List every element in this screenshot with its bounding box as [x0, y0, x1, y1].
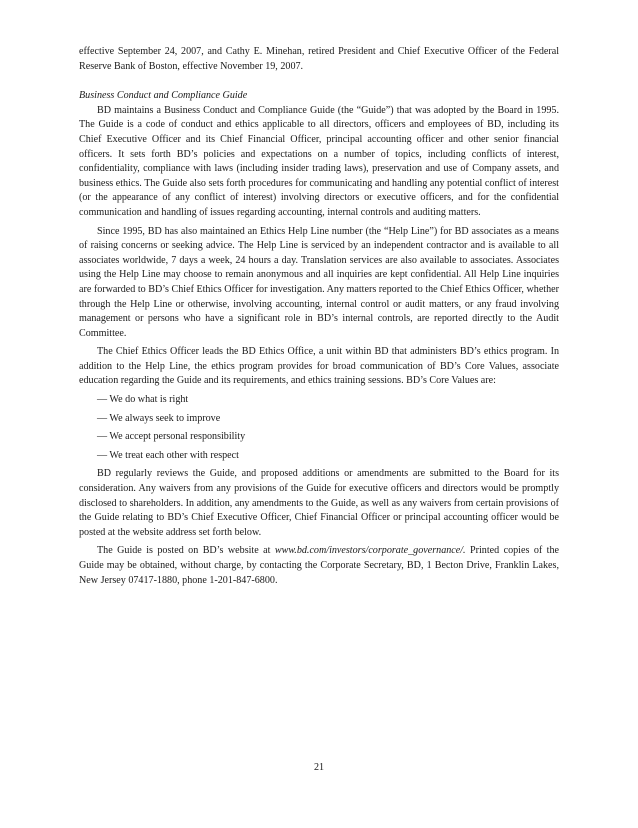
page-number: 21	[313, 762, 325, 773]
help-line-paragraph: Since 1995, BD has also maintained an Ethics Help Line number (the “Help Line”) for BD associates as a means of raising concerns or seeking advice. The Help Line is serviced by an independent contractor and is available to all associates worldwide, 7 days a week, 24 hours a day. Translation services are also available to associates. Associates using the Help Line may choose to remain anonymous and all inquiries are kept confidential. All Help Line inquiries are forwarded to BD’s Chief Ethics Officer for investigation. Any matters reported to the Chief Ethics Officer, whether through the Help Line or otherwise, involving accounting, internal control or audit matters, or any fraud involving management or persons who have a significant role in BD’s internal controls, are reported directly to the Audit Committee.	[79, 225, 559, 339]
posting-text-before: The Guide is posted on BD’s website at	[97, 545, 275, 557]
intro-paragraph: effective September 24, 2007, and Cathy E. Minehan, retired President and Chief Executive Officer of the Federal Reserve Bank of Boston, effective November 19, 2007.	[79, 46, 559, 72]
core-value-item: — We treat each other with respect	[97, 449, 239, 461]
core-value-item: — We do what is right	[97, 394, 189, 406]
website-link[interactable]: www.bd.com/investors/corporate_governance/.	[274, 545, 466, 557]
posting-text-after: Printed copies of the Guide may be obtained, without charge, by contacting the Corporate Secretary, BD, 1 Becton Drive, Franklin Lakes, New Jersey 07417-1880, phone 1-201-847-6800.	[79, 545, 559, 586]
ethics-office-paragraph: The Chief Ethics Officer leads the BD Ethics Office, a unit within BD that administers BD’s ethics program. In addition to the Help Line, the ethics program provides for broad communication of BD’s Core Values, associate education regarding the Guide and its requirements, and ethics training sessions. BD’s Core Values are:	[79, 346, 559, 387]
core-value-item: — We accept personal responsibility	[97, 431, 246, 443]
section-heading: Business Conduct and Compliance Guide	[79, 90, 248, 102]
document-page	[79, 45, 559, 588]
review-paragraph: BD regularly reviews the Guide, and proposed additions or amendments are submitted to the Board for its consideration. Any waivers from any provisions of the Guide for executive officers and directors would be promptly disclosed to shareholders. In addition, any amendments to the Guide, as well as any waivers from certain provisions of the Guide relating to BD’s Chief Executive Officer, Chief Financial Officer or principal accounting officer would be posted at the website address set forth below.	[79, 468, 559, 538]
core-values-list	[79, 393, 559, 463]
core-value-item: — We always seek to improve	[97, 412, 221, 424]
guide-paragraph: BD maintains a Business Conduct and Compliance Guide (the “Guide”) that was adopted by the Board in 1995. The Guide is a code of conduct and ethics applicable to all directors, officers and employees of BD, including its Chief Executive Officer and its Chief Financial Officer, principal accounting officer and other senior financial officers. It sets forth BD’s policies and expectations on a number of topics, including conflicts of interest, confidentiality, compliance with laws (including insider trading laws), preservation and use of Company assets, and business ethics. The Guide also sets forth procedures for communicating and handling any potential conflict of interest (or the appearance of any conflict of interest) involving directors or executive officers, and for the confidential communication and handling of issues regarding accounting, internal controls and auditing matters.	[79, 104, 559, 218]
posting-paragraph	[79, 544, 559, 588]
